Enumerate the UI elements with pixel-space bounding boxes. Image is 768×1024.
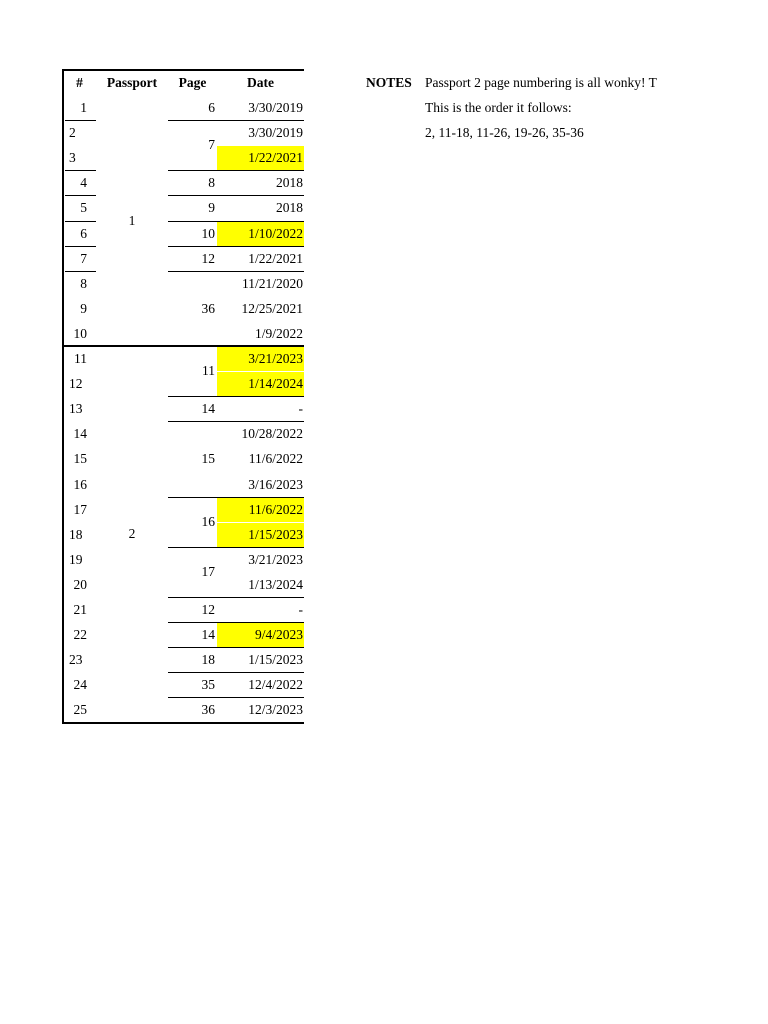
row-date: 9/4/2023 (217, 623, 304, 647)
row-date: 10/28/2022 (241, 426, 303, 442)
header-date: Date (247, 75, 274, 90)
row-number: 8 (80, 275, 87, 291)
page-separator (168, 120, 304, 121)
page-separator (168, 421, 304, 422)
row-number: 6 (80, 225, 87, 241)
row-number: 11 (74, 351, 87, 366)
row-number: 13 (69, 401, 83, 417)
row-number: 16 (73, 476, 87, 492)
page-cell: 17 (201, 563, 215, 579)
table-top-border (63, 69, 304, 71)
row-date: 3/30/2019 (248, 125, 303, 141)
row-date: 1/15/2023 (217, 523, 304, 547)
row-date: 11/21/2020 (241, 275, 303, 291)
number-separator (65, 170, 96, 171)
notes-label: NOTES (366, 75, 412, 90)
row-date: 11/6/2022 (217, 498, 304, 522)
page-cell: 36 (201, 702, 215, 718)
row-date: 12/4/2022 (248, 677, 303, 693)
page-cell: 7 (208, 137, 215, 153)
page-cell: 14 (201, 627, 215, 643)
page-cell: 15 (201, 451, 215, 467)
row-date: - (298, 602, 303, 617)
page-separator (168, 597, 304, 598)
row-number: 7 (80, 250, 87, 266)
page-cell: 8 (208, 175, 215, 191)
row-number: 22 (73, 627, 87, 643)
row-date: 1/22/2021 (248, 250, 303, 266)
row-date: 1/13/2024 (248, 576, 303, 592)
page-cell: 6 (208, 100, 215, 115)
page-cell: 18 (201, 652, 215, 668)
passport-cell: 1 (128, 213, 136, 228)
row-number: 17 (73, 501, 87, 517)
page-cell: 14 (201, 401, 215, 417)
row-number: 1 (80, 100, 87, 115)
row-number: 15 (73, 451, 87, 467)
page-separator (168, 195, 304, 196)
page-separator (168, 497, 304, 498)
page-separator (168, 622, 304, 623)
row-date: 1/22/2021 (217, 146, 304, 170)
row-date: 1/9/2022 (254, 325, 303, 341)
page-separator (168, 396, 304, 397)
number-separator (65, 271, 96, 272)
header-number: # (76, 75, 83, 90)
row-number: 3 (69, 150, 76, 166)
page-separator (168, 547, 304, 548)
passport-separator (63, 345, 304, 347)
page-separator (168, 221, 304, 222)
row-date: 3/21/2023 (217, 347, 304, 371)
number-separator (65, 195, 96, 196)
row-date: - (298, 401, 303, 417)
page-cell: 35 (201, 677, 215, 693)
page-cell: 12 (201, 602, 215, 617)
row-date: 3/21/2023 (248, 551, 303, 567)
row-number: 25 (73, 702, 87, 718)
row-date: 2018 (276, 175, 303, 191)
row-date: 11/6/2022 (248, 451, 303, 467)
page-cell: 11 (202, 363, 215, 378)
page-separator (168, 647, 304, 648)
table-left-border (62, 69, 64, 724)
row-date: 12/3/2023 (248, 702, 303, 718)
page-separator (168, 271, 304, 272)
number-separator (65, 221, 96, 222)
row-date: 1/10/2022 (217, 222, 304, 246)
row-date: 1/15/2023 (248, 652, 303, 668)
number-separator (65, 120, 96, 121)
header-page: Page (178, 75, 207, 90)
page-cell: 9 (208, 200, 215, 216)
page-cell: 16 (201, 513, 215, 529)
table-bottom-border (63, 722, 304, 724)
row-number: 10 (73, 325, 87, 341)
page-separator (168, 672, 304, 673)
row-number: 20 (73, 576, 87, 592)
row-date: 3/16/2023 (248, 476, 303, 492)
page-separator (168, 697, 304, 698)
row-number: 9 (80, 300, 87, 316)
passport-cell: 2 (128, 526, 136, 541)
row-date: 3/30/2019 (248, 100, 303, 115)
row-number: 24 (73, 677, 87, 693)
notes-line-1: Passport 2 page numbering is all wonky! T (425, 75, 657, 90)
row-number: 14 (73, 426, 87, 442)
row-number: 18 (69, 526, 83, 542)
header-passport: Passport (106, 75, 158, 90)
page-cell: 12 (201, 250, 215, 266)
row-number: 19 (69, 551, 83, 567)
row-number: 21 (73, 602, 87, 617)
notes-line-2: This is the order it follows: (425, 100, 572, 115)
row-number: 12 (69, 376, 83, 392)
row-date: 1/14/2024 (217, 372, 304, 396)
row-number: 23 (69, 652, 83, 668)
row-number: 5 (80, 200, 87, 216)
row-date: 12/25/2021 (241, 300, 303, 316)
page-separator (168, 246, 304, 247)
row-number: 4 (80, 175, 87, 191)
page-cell: 10 (201, 225, 215, 241)
row-number: 2 (69, 125, 76, 141)
page-separator (168, 170, 304, 171)
row-date: 2018 (276, 200, 303, 216)
number-separator (65, 246, 96, 247)
notes-line-3: 2, 11-18, 11-26, 19-26, 35-36 (425, 125, 584, 140)
page-cell: 36 (201, 300, 215, 316)
